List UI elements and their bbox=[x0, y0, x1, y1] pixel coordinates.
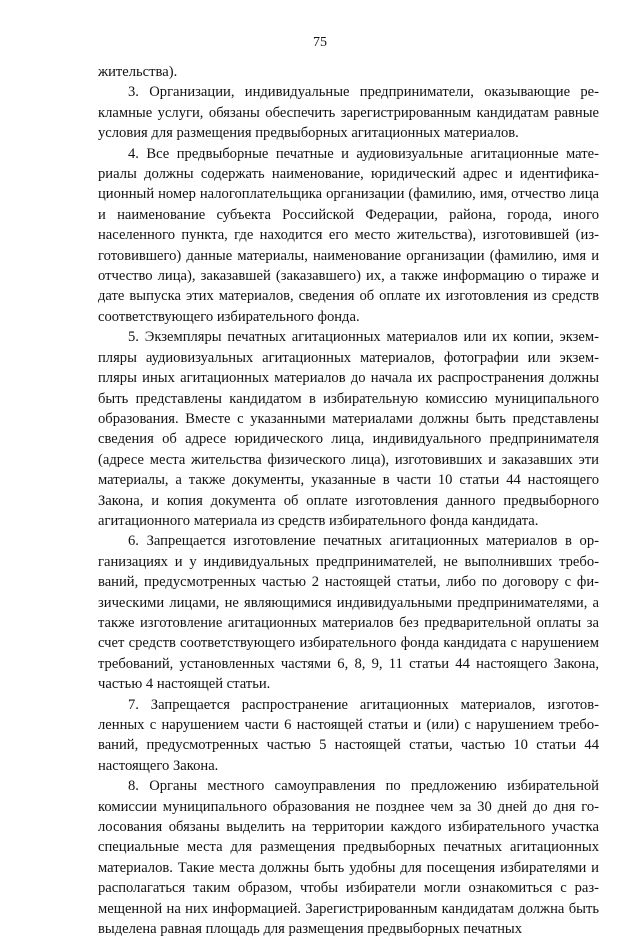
paragraph-7: 7. Запрещается распространение агитационных материалов, изготовленных с нарушением части 6 настоящей статьи и (или) с нарушением требований, предусмотренных частью 5 настоящей статьи, частью 10 статьи 44 настоящего Закона. bbox=[98, 696, 599, 774]
paragraph-4: 4. Все предвыборные печатные и аудиовизуальные агитационные материалы должны содержать наименование, юридический адрес и идентификационный номер налогоплательщика организации (фамилию, имя, отчество лица и наименование субъекта Российской Федерации, района, города, иного населенного пункта, где находится его место жительства), изготовившей (изготовившего) данные материалы, наименование организации (фамилию, имя и отчество лица), заказавшей (заказавшего) их, а также информацию о тираже и дате выпуска этих материалов, сведения об оплате их изготовления из средств соответствующего избирательного фонда. bbox=[98, 145, 599, 325]
paragraph-8: 8. Органы местного самоуправления по предложению избирательной комиссии муниципального образования не позднее чем за 30 дней до дня голосования обязаны выделить на территории каждого избирательного участка специальные места для размещения предвыборных печатных агитационных материалов. Такие места должны быть удобны для посещения избирателями и располагаться таким образом, чтобы избиратели могли ознакомиться с размещенной на них информацией. Зарегистрированным кандидатам должна быть выделена равная площадь для размещения предвыборных печатных bbox=[98, 778, 599, 938]
document-body bbox=[98, 62, 599, 939]
paragraph-5: 5. Экземпляры печатных агитационных материалов или их копии, экземпляры аудиовизуальных агитационных материалов, фотографии или экземпляры иных агитационных материалов до начала их распространения должны быть представлены кандидатом в избирательную комиссию муниципального образования. Вместе с указанными материалами должны быть представлены сведения об адресе юридического лица, индивидуального предпринимателя (адресе места жительства физического лица), изготовивших и заказавших эти материалы, а также документы, указанные в части 10 статьи 44 настоящего Закона, и копия документа об оплате изготовления данного предвыборного агитационного материала из средств избирательного фонда кандидата. bbox=[98, 329, 599, 529]
paragraph-6: 6. Запрещается изготовление печатных агитационных материалов в организациях и у индивидуальных предпринимателей, не выполнивших требований, предусмотренных частью 2 настоящей статьи, либо по договору с физическими лицами, не являющимися индивидуальными предпринимателями, а также изготовление агитационных материалов без предварительной оплаты за счет средств соответствующего избирательного фонда кандидата с нарушением требований, установленных частями 6, 8, 9, 11 статьи 44 настоящего Закона, частью 4 настоящей статьи. bbox=[98, 533, 599, 693]
page-number: 75 bbox=[313, 35, 327, 50]
paragraph-3: 3. Организации, индивидуальные предприниматели, оказывающие рекламные услуги, обязаны обеспечить зарегистрированным кандидатам равные условия для размещения предвыборных агитационных материалов. bbox=[98, 84, 599, 142]
paragraph-continuation: жительства). bbox=[98, 64, 178, 80]
